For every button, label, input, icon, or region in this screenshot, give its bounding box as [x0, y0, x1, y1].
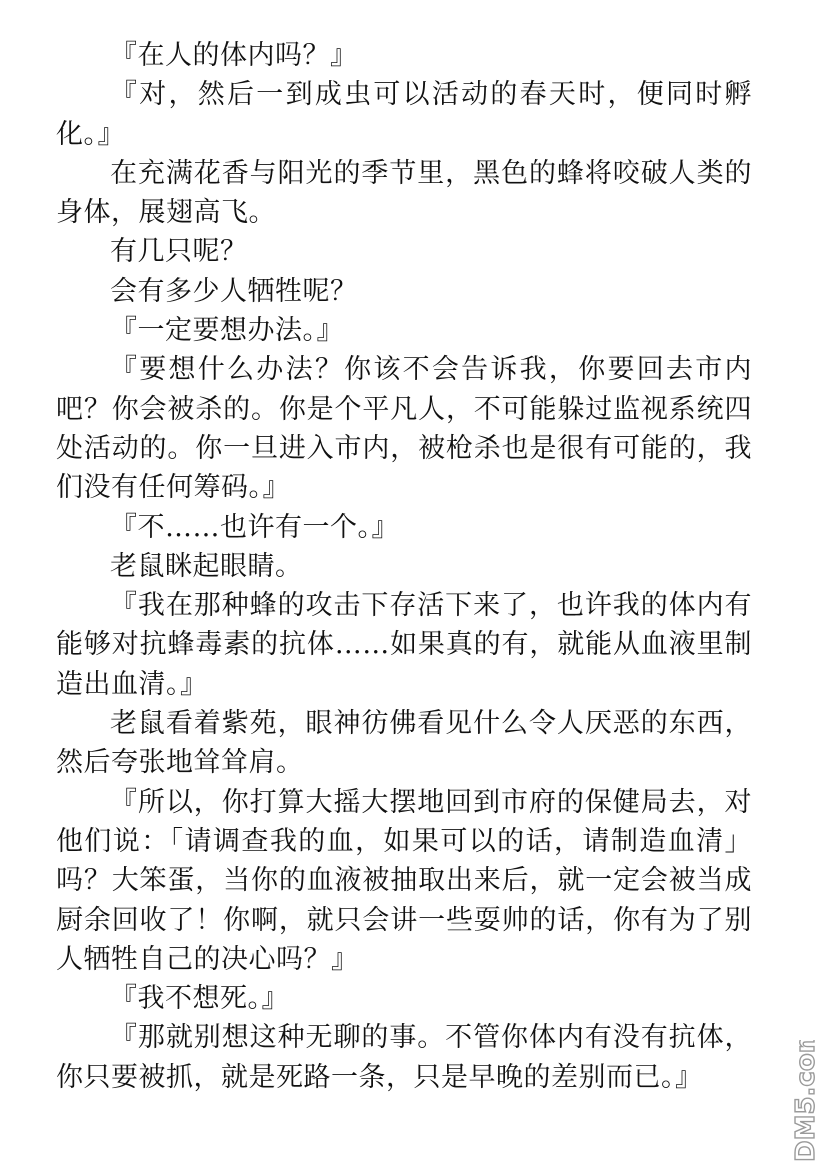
paragraph-6: 『一定要想办法。』 [110, 315, 344, 347]
paragraph-8: 『不……也许有一个。』 [110, 511, 399, 543]
watermark-text: DM5.com [791, 1040, 821, 1162]
paragraph-4: 有几只呢？ [110, 236, 248, 268]
paragraph-9: 老鼠眯起眼睛。 [110, 550, 303, 582]
paragraph-3: 在充满花香与阳光的季节里，黑色的蜂将咬破人类的身体，展翅高飞。 [56, 157, 752, 229]
paragraph-7: 『要想什么办法？你该不会告诉我，你要回去市内吧？你会被杀的。你是个平凡人，不可能躲过监视系统四处活动的。你一旦进入市内，被枪杀也是很有可能的，我们没有任何筹码。』 [56, 354, 752, 504]
paragraph-2: 『对，然后一到成虫可以活动的春天时，便同时孵化。』 [56, 79, 752, 150]
paragraph-10: 『我在那种蜂的攻击下存活下来了，也许我的体内有能够对抗蜂毒素的抗体……如果真的有，就能从血液里制造出血清。』 [56, 590, 752, 700]
paragraph-14: 『那就别想这种无聊的事。不管你体内有没有抗体，你只要被抓，就是死路一条，只是早晚的差别而已。』 [56, 1022, 752, 1093]
paragraph-11: 老鼠看着紫苑，眼神彷佛看见什么令人厌恶的东西，然后夸张地耸耸肩。 [56, 708, 752, 779]
paragraph-12: 『所以，你打算大摇大摆地回到市府的保健局去，对他们说：「请调查我的血，如果可以的话，请制造血清」吗？大笨蛋，当你的血液被抽取出来后，就一定会被当成厨余回收了！你啊，就只会讲一些耍帅的话，你有为了别人牺牲自己的决心吗？』 [56, 786, 752, 975]
paragraph-1: 『在人的体内吗？』 [110, 40, 358, 71]
paragraph-13: 『我不想死。』 [110, 983, 289, 1015]
paragraph-5: 会有多少人牺牲呢？ [110, 275, 358, 307]
page-text [56, 36, 752, 1097]
watermark-logo [784, 1040, 824, 1165]
